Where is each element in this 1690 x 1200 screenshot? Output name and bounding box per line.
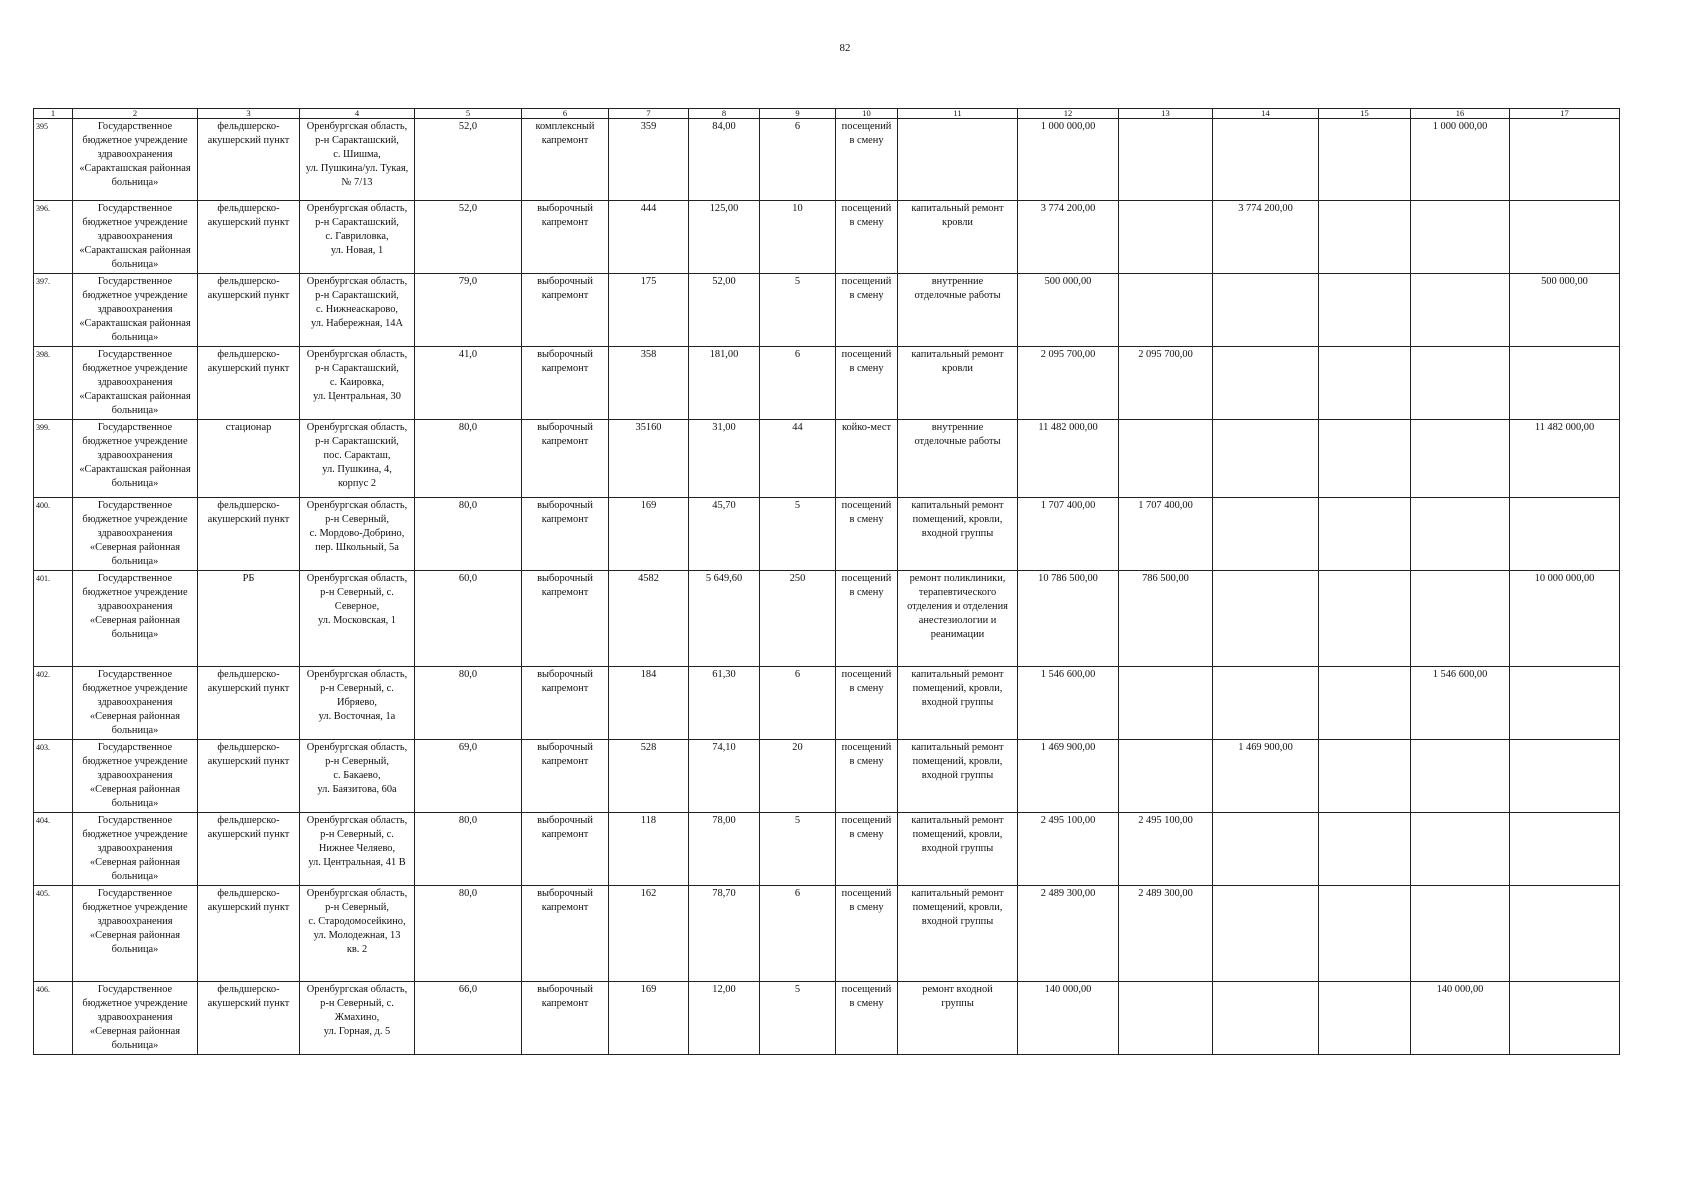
- row-number: 400.: [34, 498, 73, 571]
- column-number-5: 5: [415, 109, 522, 119]
- total-amount: 140 000,00: [1018, 982, 1119, 1055]
- column-number-2: 2: [73, 109, 198, 119]
- amount-column-14: [1213, 347, 1319, 420]
- capacity-unit: посещений в смену: [836, 274, 898, 347]
- organization: Государственное бюджетное учреждение здравоохранения «Саракташская районная больница»: [73, 201, 198, 274]
- column-number-17: 17: [1510, 109, 1620, 119]
- capacity: 6: [760, 347, 836, 420]
- capacity-unit: посещений в смену: [836, 886, 898, 982]
- column-5-value: 80,0: [415, 420, 522, 498]
- capacity: 5: [760, 813, 836, 886]
- organization: Государственное бюджетное учреждение здравоохранения «Саракташская районная больница»: [73, 347, 198, 420]
- column-5-value: 79,0: [415, 274, 522, 347]
- amount-column-15: [1319, 119, 1411, 201]
- amount-column-16: [1411, 201, 1510, 274]
- capacity: 20: [760, 740, 836, 813]
- work-description: капитальный ремонт помещений, кровли, входной группы: [898, 813, 1018, 886]
- column-8-value: 12,00: [689, 982, 760, 1055]
- amount-column-13: [1119, 119, 1213, 201]
- organization: Государственное бюджетное учреждение здравоохранения «Северная районная больница»: [73, 667, 198, 740]
- organization: Государственное бюджетное учреждение здравоохранения «Северная районная больница»: [73, 886, 198, 982]
- column-number-12: 12: [1018, 109, 1119, 119]
- work-description: внутренние отделочные работы: [898, 274, 1018, 347]
- amount-column-17: 11 482 000,00: [1510, 420, 1620, 498]
- capacity: 6: [760, 886, 836, 982]
- work-description: [898, 119, 1018, 201]
- facility-type: фельдшерско- акушерский пункт: [198, 813, 300, 886]
- amount-column-16: 1 546 600,00: [1411, 667, 1510, 740]
- repair-type: выборочный капремонт: [522, 201, 609, 274]
- column-7-value: 35160: [609, 420, 689, 498]
- facility-type: РБ: [198, 571, 300, 667]
- column-8-value: 45,70: [689, 498, 760, 571]
- capacity: 6: [760, 119, 836, 201]
- amount-column-14: 3 774 200,00: [1213, 201, 1319, 274]
- column-number-15: 15: [1319, 109, 1411, 119]
- column-8-value: 84,00: [689, 119, 760, 201]
- amount-column-16: [1411, 740, 1510, 813]
- column-5-value: 52,0: [415, 119, 522, 201]
- address: Оренбургская область, р-н Северный, с. Ибряево, ул. Восточная, 1а: [300, 667, 415, 740]
- amount-column-14: [1213, 274, 1319, 347]
- column-5-value: 80,0: [415, 813, 522, 886]
- organization: Государственное бюджетное учреждение здравоохранения «Северная районная больница»: [73, 813, 198, 886]
- work-description: капитальный ремонт помещений, кровли, входной группы: [898, 667, 1018, 740]
- column-8-value: 31,00: [689, 420, 760, 498]
- work-description: капитальный ремонт помещений, кровли, входной группы: [898, 498, 1018, 571]
- table-row: [34, 347, 1620, 420]
- row-number: 403.: [34, 740, 73, 813]
- amount-column-17: [1510, 982, 1620, 1055]
- repair-program-table: [33, 108, 1620, 1055]
- capacity: 10: [760, 201, 836, 274]
- column-7-value: 175: [609, 274, 689, 347]
- organization: Государственное бюджетное учреждение здравоохранения «Северная районная больница»: [73, 740, 198, 813]
- amount-column-17: [1510, 498, 1620, 571]
- amount-column-13: [1119, 982, 1213, 1055]
- capacity-unit: посещений в смену: [836, 982, 898, 1055]
- column-5-value: 80,0: [415, 667, 522, 740]
- amount-column-13: 786 500,00: [1119, 571, 1213, 667]
- amount-column-15: [1319, 498, 1411, 571]
- address: Оренбургская область, р-н Саракташский, с. Шишма, ул. Пушкина/ул. Тукая, № 7/13: [300, 119, 415, 201]
- table-row: [34, 813, 1620, 886]
- column-7-value: 528: [609, 740, 689, 813]
- column-7-value: 118: [609, 813, 689, 886]
- column-8-value: 181,00: [689, 347, 760, 420]
- column-8-value: 78,00: [689, 813, 760, 886]
- column-7-value: 162: [609, 886, 689, 982]
- column-5-value: 69,0: [415, 740, 522, 813]
- amount-column-17: [1510, 740, 1620, 813]
- total-amount: 11 482 000,00: [1018, 420, 1119, 498]
- amount-column-14: [1213, 498, 1319, 571]
- amount-column-16: [1411, 498, 1510, 571]
- table-row: [34, 667, 1620, 740]
- capacity-unit: койко-мест: [836, 420, 898, 498]
- facility-type: фельдшерско- акушерский пункт: [198, 119, 300, 201]
- column-5-value: 41,0: [415, 347, 522, 420]
- amount-column-17: 10 000 000,00: [1510, 571, 1620, 667]
- facility-type: фельдшерско- акушерский пункт: [198, 347, 300, 420]
- column-7-value: 358: [609, 347, 689, 420]
- total-amount: 1 469 900,00: [1018, 740, 1119, 813]
- row-number: 402.: [34, 667, 73, 740]
- amount-column-15: [1319, 571, 1411, 667]
- address: Оренбургская область, р-н Северный, с. Бакаево, ул. Баязитова, 60а: [300, 740, 415, 813]
- column-number-9: 9: [760, 109, 836, 119]
- amount-column-16: [1411, 813, 1510, 886]
- amount-column-15: [1319, 274, 1411, 347]
- work-description: капитальный ремонт помещений, кровли, входной группы: [898, 886, 1018, 982]
- column-number-13: 13: [1119, 109, 1213, 119]
- amount-column-15: [1319, 813, 1411, 886]
- table-row: [34, 274, 1620, 347]
- capacity-unit: посещений в смену: [836, 740, 898, 813]
- row-number: 396.: [34, 201, 73, 274]
- facility-type: фельдшерско- акушерский пункт: [198, 740, 300, 813]
- amount-column-15: [1319, 740, 1411, 813]
- amount-column-17: [1510, 886, 1620, 982]
- amount-column-15: [1319, 201, 1411, 274]
- amount-column-14: [1213, 119, 1319, 201]
- column-8-value: 52,00: [689, 274, 760, 347]
- amount-column-16: 1 000 000,00: [1411, 119, 1510, 201]
- amount-column-13: 1 707 400,00: [1119, 498, 1213, 571]
- amount-column-15: [1319, 886, 1411, 982]
- column-7-value: 359: [609, 119, 689, 201]
- column-5-value: 60,0: [415, 571, 522, 667]
- column-5-value: 66,0: [415, 982, 522, 1055]
- row-number: 397.: [34, 274, 73, 347]
- repair-type: выборочный капремонт: [522, 420, 609, 498]
- capacity-unit: посещений в смену: [836, 498, 898, 571]
- amount-column-14: 1 469 900,00: [1213, 740, 1319, 813]
- address: Оренбургская область, р-н Северный, с. Мордово-Добрино, пер. Школьный, 5а: [300, 498, 415, 571]
- capacity-unit: посещений в смену: [836, 813, 898, 886]
- organization: Государственное бюджетное учреждение здравоохранения «Саракташская районная больница»: [73, 119, 198, 201]
- organization: Государственное бюджетное учреждение здравоохранения «Саракташская районная больница»: [73, 420, 198, 498]
- total-amount: 1 546 600,00: [1018, 667, 1119, 740]
- column-7-value: 444: [609, 201, 689, 274]
- capacity: 5: [760, 982, 836, 1055]
- total-amount: 1 707 400,00: [1018, 498, 1119, 571]
- amount-column-13: 2 489 300,00: [1119, 886, 1213, 982]
- column-8-value: 78,70: [689, 886, 760, 982]
- capacity: 250: [760, 571, 836, 667]
- amount-column-13: [1119, 740, 1213, 813]
- amount-column-14: [1213, 813, 1319, 886]
- amount-column-14: [1213, 886, 1319, 982]
- column-7-value: 4582: [609, 571, 689, 667]
- table-row: [34, 740, 1620, 813]
- amount-column-14: [1213, 420, 1319, 498]
- amount-column-17: [1510, 119, 1620, 201]
- column-number-4: 4: [300, 109, 415, 119]
- repair-type: выборочный капремонт: [522, 740, 609, 813]
- column-8-value: 61,30: [689, 667, 760, 740]
- capacity: 44: [760, 420, 836, 498]
- repair-type: выборочный капремонт: [522, 813, 609, 886]
- address: Оренбургская область, р-н Северный, с. Нижнее Челяево, ул. Центральная, 41 В: [300, 813, 415, 886]
- column-number-3: 3: [198, 109, 300, 119]
- facility-type: фельдшерско- акушерский пункт: [198, 667, 300, 740]
- column-5-value: 80,0: [415, 886, 522, 982]
- amount-column-15: [1319, 347, 1411, 420]
- repair-type: выборочный капремонт: [522, 498, 609, 571]
- amount-column-17: 500 000,00: [1510, 274, 1620, 347]
- row-number: 395: [34, 119, 73, 201]
- column-number-14: 14: [1213, 109, 1319, 119]
- amount-column-13: [1119, 201, 1213, 274]
- row-number: 405.: [34, 886, 73, 982]
- capacity-unit: посещений в смену: [836, 119, 898, 201]
- repair-type: выборочный капремонт: [522, 274, 609, 347]
- column-8-value: 5 649,60: [689, 571, 760, 667]
- address: Оренбургская область, р-н Саракташский, с. Нижнеаскарово, ул. Набережная, 14А: [300, 274, 415, 347]
- amount-column-13: 2 095 700,00: [1119, 347, 1213, 420]
- column-8-value: 125,00: [689, 201, 760, 274]
- organization: Государственное бюджетное учреждение здравоохранения «Саракташская районная больница»: [73, 274, 198, 347]
- facility-type: фельдшерско- акушерский пункт: [198, 982, 300, 1055]
- column-7-value: 184: [609, 667, 689, 740]
- page-number: 82: [839, 42, 851, 54]
- table-body: [34, 109, 1620, 1055]
- address: Оренбургская область, р-н Саракташский, пос. Саракташ, ул. Пушкина, 4, корпус 2: [300, 420, 415, 498]
- amount-column-16: [1411, 347, 1510, 420]
- table-row: [34, 201, 1620, 274]
- column-8-value: 74,10: [689, 740, 760, 813]
- address: Оренбургская область, р-н Северный, с. Жмахино, ул. Горная, д. 5: [300, 982, 415, 1055]
- address: Оренбургская область, р-н Северный, с. Стародомосейкино, ул. Молодежная, 13 кв. 2: [300, 886, 415, 982]
- table-row: [34, 119, 1620, 201]
- capacity-unit: посещений в смену: [836, 347, 898, 420]
- repair-type: комплексный капремонт: [522, 119, 609, 201]
- amount-column-13: 2 495 100,00: [1119, 813, 1213, 886]
- table-row: [34, 498, 1620, 571]
- organization: Государственное бюджетное учреждение здравоохранения «Северная районная больница»: [73, 982, 198, 1055]
- repair-type: выборочный капремонт: [522, 886, 609, 982]
- total-amount: 3 774 200,00: [1018, 201, 1119, 274]
- column-5-value: 80,0: [415, 498, 522, 571]
- table-row: [34, 571, 1620, 667]
- work-description: ремонт поликлиники, терапевтического отделения и отделения анестезиологии и реанимации: [898, 571, 1018, 667]
- capacity-unit: посещений в смену: [836, 667, 898, 740]
- work-description: капитальный ремонт кровли: [898, 201, 1018, 274]
- total-amount: 2 095 700,00: [1018, 347, 1119, 420]
- work-description: ремонт входной группы: [898, 982, 1018, 1055]
- facility-type: фельдшерско- акушерский пункт: [198, 498, 300, 571]
- column-number-10: 10: [836, 109, 898, 119]
- column-number-6: 6: [522, 109, 609, 119]
- facility-type: стационар: [198, 420, 300, 498]
- amount-column-16: [1411, 571, 1510, 667]
- work-description: капитальный ремонт помещений, кровли, входной группы: [898, 740, 1018, 813]
- work-description: внутренние отделочные работы: [898, 420, 1018, 498]
- capacity: 5: [760, 498, 836, 571]
- row-number: 399.: [34, 420, 73, 498]
- row-number: 404.: [34, 813, 73, 886]
- address: Оренбургская область, р-н Саракташский, с. Гавриловка, ул. Новая, 1: [300, 201, 415, 274]
- table-row: [34, 420, 1620, 498]
- column-7-value: 169: [609, 982, 689, 1055]
- amount-column-17: [1510, 201, 1620, 274]
- amount-column-14: [1213, 982, 1319, 1055]
- capacity-unit: посещений в смену: [836, 571, 898, 667]
- row-number: 398.: [34, 347, 73, 420]
- column-number-16: 16: [1411, 109, 1510, 119]
- repair-type: выборочный капремонт: [522, 667, 609, 740]
- total-amount: 2 489 300,00: [1018, 886, 1119, 982]
- column-number-11: 11: [898, 109, 1018, 119]
- column-number-row: [34, 109, 1620, 119]
- amount-column-16: [1411, 886, 1510, 982]
- facility-type: фельдшерско- акушерский пункт: [198, 886, 300, 982]
- amount-column-13: [1119, 420, 1213, 498]
- table-row: [34, 886, 1620, 982]
- column-5-value: 52,0: [415, 201, 522, 274]
- address: Оренбургская область, р-н Саракташский, с. Каировка, ул. Центральная, 30: [300, 347, 415, 420]
- amount-column-15: [1319, 667, 1411, 740]
- capacity: 5: [760, 274, 836, 347]
- facility-type: фельдшерско- акушерский пункт: [198, 274, 300, 347]
- total-amount: 2 495 100,00: [1018, 813, 1119, 886]
- capacity: 6: [760, 667, 836, 740]
- row-number: 406.: [34, 982, 73, 1055]
- repair-type: выборочный капремонт: [522, 982, 609, 1055]
- column-7-value: 169: [609, 498, 689, 571]
- amount-column-16: [1411, 274, 1510, 347]
- amount-column-13: [1119, 667, 1213, 740]
- capacity-unit: посещений в смену: [836, 201, 898, 274]
- amount-column-16: 140 000,00: [1411, 982, 1510, 1055]
- address: Оренбургская область, р-н Северный, с. Северное, ул. Московская, 1: [300, 571, 415, 667]
- total-amount: 1 000 000,00: [1018, 119, 1119, 201]
- facility-type: фельдшерско- акушерский пункт: [198, 201, 300, 274]
- repair-type: выборочный капремонт: [522, 347, 609, 420]
- repair-type: выборочный капремонт: [522, 571, 609, 667]
- column-number-1: 1: [34, 109, 73, 119]
- amount-column-17: [1510, 667, 1620, 740]
- row-number: 401.: [34, 571, 73, 667]
- total-amount: 10 786 500,00: [1018, 571, 1119, 667]
- amount-column-15: [1319, 982, 1411, 1055]
- amount-column-17: [1510, 813, 1620, 886]
- total-amount: 500 000,00: [1018, 274, 1119, 347]
- amount-column-15: [1319, 420, 1411, 498]
- organization: Государственное бюджетное учреждение здравоохранения «Северная районная больница»: [73, 498, 198, 571]
- amount-column-14: [1213, 667, 1319, 740]
- amount-column-16: [1411, 420, 1510, 498]
- column-number-7: 7: [609, 109, 689, 119]
- amount-column-14: [1213, 571, 1319, 667]
- organization: Государственное бюджетное учреждение здравоохранения «Северная районная больница»: [73, 571, 198, 667]
- amount-column-17: [1510, 347, 1620, 420]
- work-description: капитальный ремонт кровли: [898, 347, 1018, 420]
- column-number-8: 8: [689, 109, 760, 119]
- table-row: [34, 982, 1620, 1055]
- amount-column-13: [1119, 274, 1213, 347]
